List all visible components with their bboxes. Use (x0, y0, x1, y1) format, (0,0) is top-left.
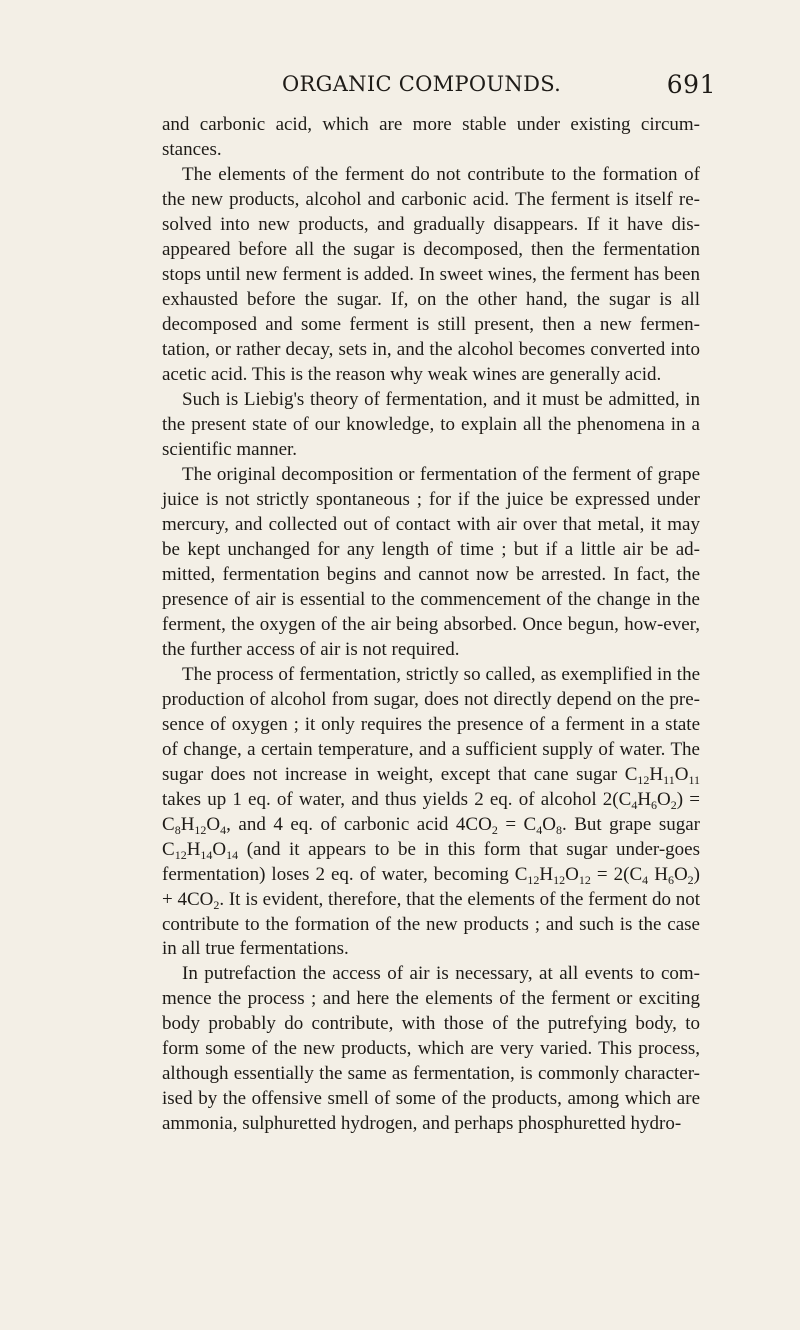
text-run: H (539, 863, 554, 885)
text-run: (and it appears to be in this form that sugar under-goes fermentation) loses 2 eq. of water, becoming C (162, 838, 700, 885)
text-run: H (637, 788, 652, 810)
text-run: ) + 4CO (162, 863, 700, 910)
formula-subscript: 14 (226, 847, 239, 862)
formula-subscript: 11 (688, 772, 700, 787)
paragraph: Such is Liebig's theory of fermentation, and it must be admitted, in the present state of our knowledge, to explain all the phenomena in a scientific manner. (162, 388, 700, 460)
text-run: . But grape sugar C (162, 813, 701, 860)
formula-subscript: 12 (174, 847, 187, 862)
formula-subscript: 4 (631, 797, 638, 812)
text-run: O (542, 813, 556, 835)
formula-subscript: 12 (578, 872, 591, 887)
formula-subscript: 6 (667, 872, 674, 887)
formula-subscript: 12 (194, 822, 207, 837)
formula-subscript: 6 (651, 797, 658, 812)
text-run: = 2(C (590, 863, 643, 885)
text-run: O (673, 863, 688, 885)
text-run: H (180, 813, 195, 835)
page-header (160, 72, 716, 106)
formula-subscript: 14 (200, 847, 213, 862)
formula-subscript: 8 (174, 822, 181, 837)
formula-subscript: 4 (220, 822, 227, 837)
text-run: , and 4 eq. of carbonic acid 4CO (226, 813, 492, 835)
text-run: . It is evident, therefore, that the elements of the ferment do not contribute to the formation of the new products ; and such is the case in all true fermentations. (162, 888, 700, 960)
formula-subscript: 2 (491, 822, 498, 837)
text-run: O (674, 763, 689, 785)
page-number: 691 (666, 70, 716, 99)
formula-subscript: 11 (663, 772, 675, 787)
text-run: O (657, 788, 671, 810)
text-run: O (206, 813, 221, 835)
body-text (162, 113, 700, 1137)
text-run: O (565, 863, 579, 885)
formula-subscript: 2 (687, 872, 694, 887)
formula-subscript: 12 (637, 772, 650, 787)
text-run: H (186, 838, 201, 860)
running-title: ORGANIC COMPOUNDS. (282, 72, 562, 96)
formula-subscript: 12 (553, 872, 566, 887)
text-run: H (649, 763, 664, 785)
paragraph-with-formulas (162, 663, 700, 963)
formula-subscript: 2 (213, 897, 220, 912)
formula-subscript: 4 (642, 872, 649, 887)
text-run: H (648, 863, 668, 885)
text-run: ) = C (162, 788, 700, 835)
formula-subscript: 4 (536, 822, 543, 837)
paragraph: The original decomposition or fermentation of the ferment of grape juice is not strictly spontaneous ; for if the juice be expressed under mercury, and collected out of contact with air over that metal, it may be kept unchanged for any length of time ; but if a little air be ad-mitted, fermentation begins and cannot now be arrested. In fact, the presence of air is essential to the commencement of the change in the ferment, the oxygen of the air being absorbed. Once begun, how-ever, the further access of air is not required. (162, 463, 700, 660)
text-run: = C (497, 813, 537, 835)
formula-subscript: 2 (670, 797, 677, 812)
formula-subscript: 8 (555, 822, 562, 837)
text-run: O (212, 838, 227, 860)
text-run: The process of fermentation, strictly so called, as exemplified in the production of alcohol from sugar, does not directly depend on the pre-sence of oxygen ; it only requires the presence of a ferment in a state of change, a certain temperature, and a sufficient supply of water. The sugar does not increase in weight, except that cane sugar C (162, 663, 700, 785)
paragraph: The elements of the ferment do not contribute to the formation of the new products, alcohol and carbonic acid. The ferment is itself re-solved into new products, and gradually disappears. If it have dis-appeared before all the sugar is decomposed, then the fermentation stops until new ferment is added. In sweet wines, the ferment has been exhausted before the sugar. If, on the other hand, the sugar is all decomposed and some ferment is still present, then a new fermen-tation, or rather decay, sets in, and the alcohol becomes converted into acetic acid. This is the reason why weak wines are generally acid. (162, 163, 700, 385)
paragraph: and carbonic acid, which are more stable under existing circum-stances. (162, 114, 700, 160)
text-run: takes up 1 eq. of water, and thus yields 2 eq. of alcohol 2(C (162, 788, 632, 810)
formula-subscript: 12 (527, 872, 540, 887)
paragraph: In putrefaction the access of air is necessary, at all events to com-mence the process ; and here the elements of the ferment or exciting body probably do contribute, with those of the putrefying body, to form some of the new products, which are very varied. This process, although essentially the same as fermentation, is commonly character-ised by the offensive smell of some of the products, among which are ammonia, sulphuretted hydrogen, and perhaps phosphuretted hydro- (162, 963, 700, 1135)
